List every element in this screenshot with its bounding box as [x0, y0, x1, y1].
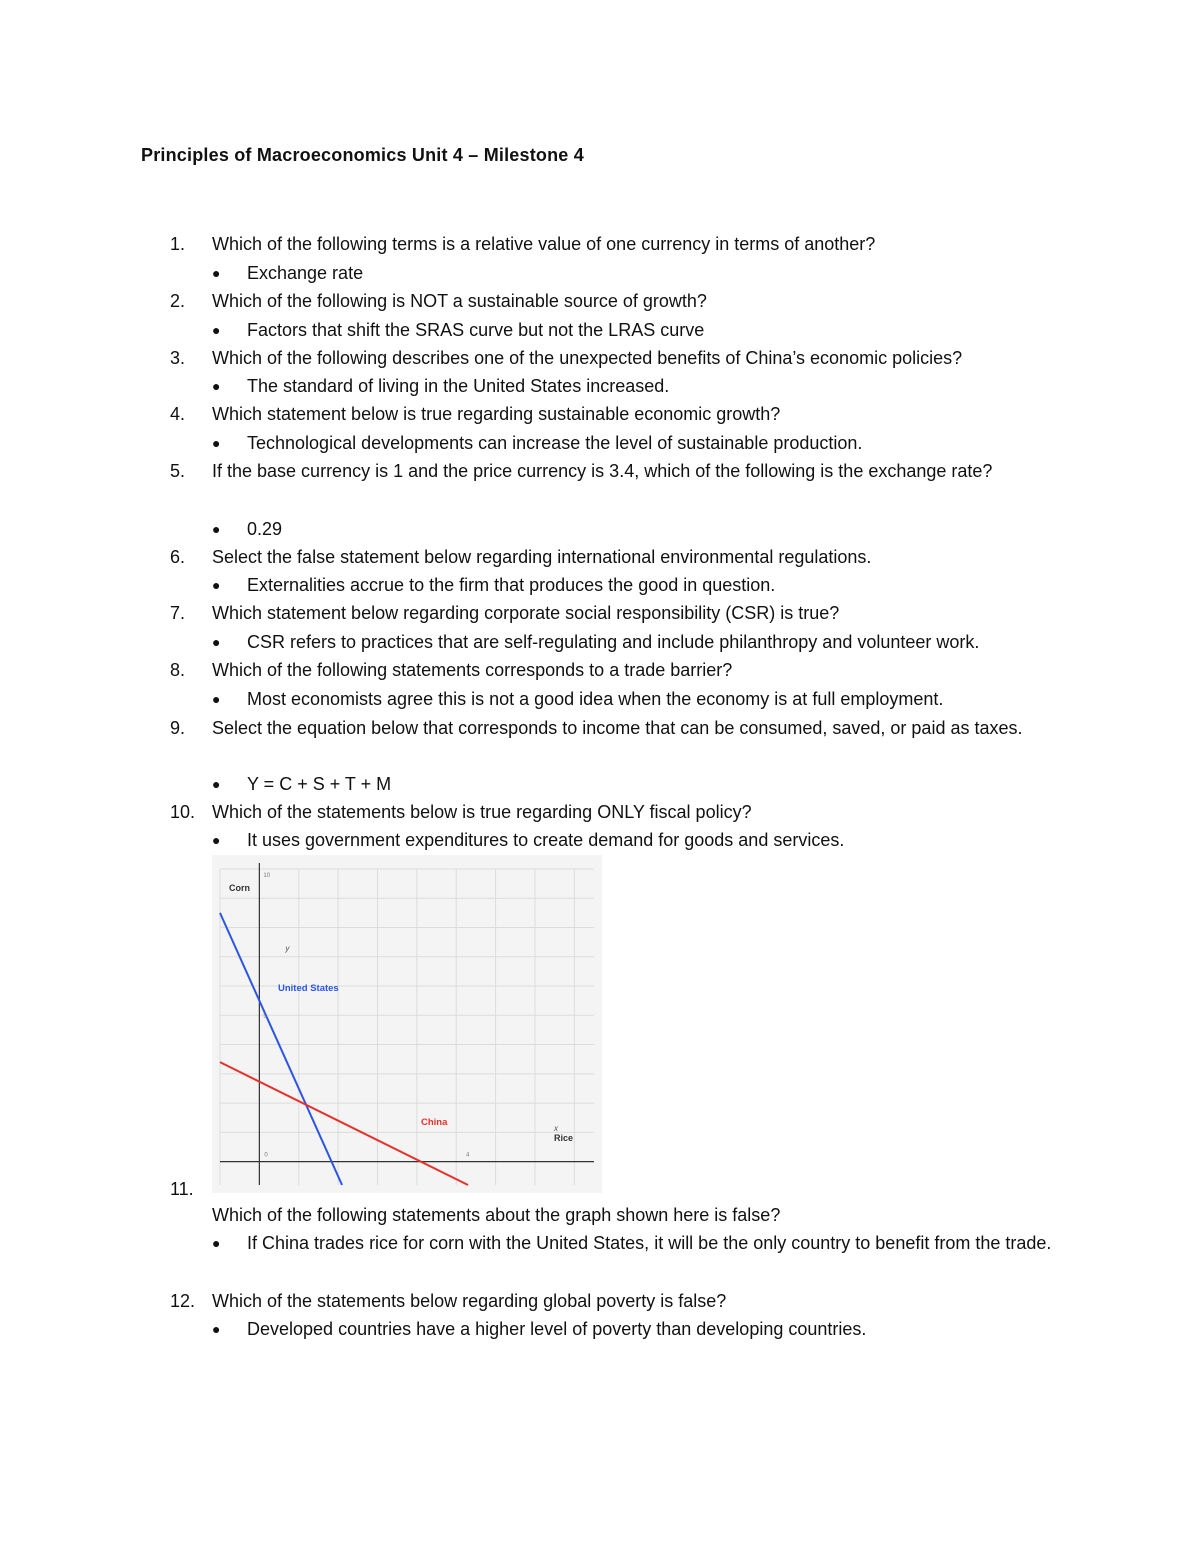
bullet-icon: ●: [212, 1235, 221, 1251]
question-text: Which of the statements below is true regarding ONLY fiscal policy?: [212, 802, 752, 822]
bullet-icon: ●: [212, 832, 221, 848]
series-label-united-states: United States: [278, 983, 339, 994]
answer-text: It uses government expenditures to create demand for goods and services.: [247, 830, 845, 850]
question-number: 6.: [170, 547, 186, 567]
bullet-icon: ●: [212, 435, 221, 451]
y-axis-letter: y: [285, 944, 290, 953]
question-text: Which of the following describes one of the unexpected benefits of China’s economic policies?: [212, 348, 963, 368]
bullet-icon: ●: [212, 378, 221, 394]
y-axis-label: Corn: [229, 883, 250, 893]
question-text: Which of the following statements corresponds to a trade barrier?: [212, 660, 733, 680]
y-tick-label-top: 10: [263, 873, 271, 879]
question-number: 5.: [170, 461, 186, 481]
answer-text: Y = C + S + T + M: [247, 774, 392, 794]
question-text: Which of the following statements about the graph shown here is false?: [212, 1205, 781, 1225]
answer-text: The standard of living in the United States increased.: [247, 376, 670, 396]
question-number: 9.: [170, 718, 186, 738]
question-text: Which statement below is true regarding sustainable economic growth?: [212, 404, 781, 424]
bullet-icon: ●: [212, 322, 221, 338]
bullet-icon: ●: [212, 634, 221, 650]
answer-text: If China trades rice for corn with the United States, it will be the only country to benefit from the trade.: [247, 1233, 1052, 1253]
question-number: 12.: [170, 1291, 196, 1311]
bullet-icon: ●: [212, 577, 221, 593]
question-number: 2.: [170, 291, 186, 311]
answer-text: Most economists agree this is not a good idea when the economy is at full employment.: [247, 689, 944, 709]
answer-text: Developed countries have a higher level of poverty than developing countries.: [247, 1319, 867, 1339]
answer-text: Factors that shift the SRAS curve but not the LRAS curve: [247, 320, 705, 340]
question-text: If the base currency is 1 and the price currency is 3.4, which of the following is the exchange rate?: [212, 461, 993, 481]
question-number: 4.: [170, 404, 186, 424]
question-text: Which statement below regarding corporate social responsibility (CSR) is true?: [212, 603, 840, 623]
answer-text: CSR refers to practices that are self-regulating and include philanthropy and volunteer work.: [247, 632, 980, 652]
bullet-icon: ●: [212, 521, 221, 537]
y-tick-label-mid: 5: [263, 1013, 267, 1020]
bullet-icon: ●: [212, 265, 221, 281]
origin-tick-label: 0: [264, 1152, 268, 1159]
bullet-icon: ●: [212, 691, 221, 707]
question-number: 11.: [170, 1179, 194, 1199]
bullet-icon: ●: [212, 776, 221, 792]
question-number: 1.: [170, 234, 186, 254]
question-number: 8.: [170, 660, 186, 680]
answer-text: Exchange rate: [247, 263, 364, 283]
question-text: Select the equation below that corresponds to income that can be consumed, saved, or paid as taxes.: [212, 718, 1023, 738]
question-text: Select the false statement below regarding international environmental regulations.: [212, 547, 872, 567]
page-title: Principles of Macroeconomics Unit 4 – Milestone 4: [141, 145, 584, 165]
x-tick-label: 4: [466, 1152, 470, 1159]
question-text: Which of the following is NOT a sustainable source of growth?: [212, 291, 707, 311]
ppf-chart: [212, 855, 602, 1193]
x-axis-label: Rice: [554, 1133, 574, 1143]
x-axis-letter: x: [554, 1124, 558, 1133]
ppf-graph: [212, 855, 602, 1193]
series-label-china: China: [421, 1117, 448, 1128]
question-number: 7.: [170, 603, 186, 623]
question-number: 10.: [170, 802, 196, 822]
answer-text: 0.29: [247, 519, 283, 539]
answer-text: Technological developments can increase the level of sustainable production.: [247, 433, 863, 453]
question-text: Which of the following terms is a relative value of one currency in terms of another?: [212, 234, 876, 254]
answer-text: Externalities accrue to the firm that produces the good in question.: [247, 575, 776, 595]
question-number: 3.: [170, 348, 186, 368]
series-line-united-states: [220, 913, 342, 1185]
question-text: Which of the statements below regarding global poverty is false?: [212, 1291, 727, 1311]
bullet-icon: ●: [212, 1321, 221, 1337]
